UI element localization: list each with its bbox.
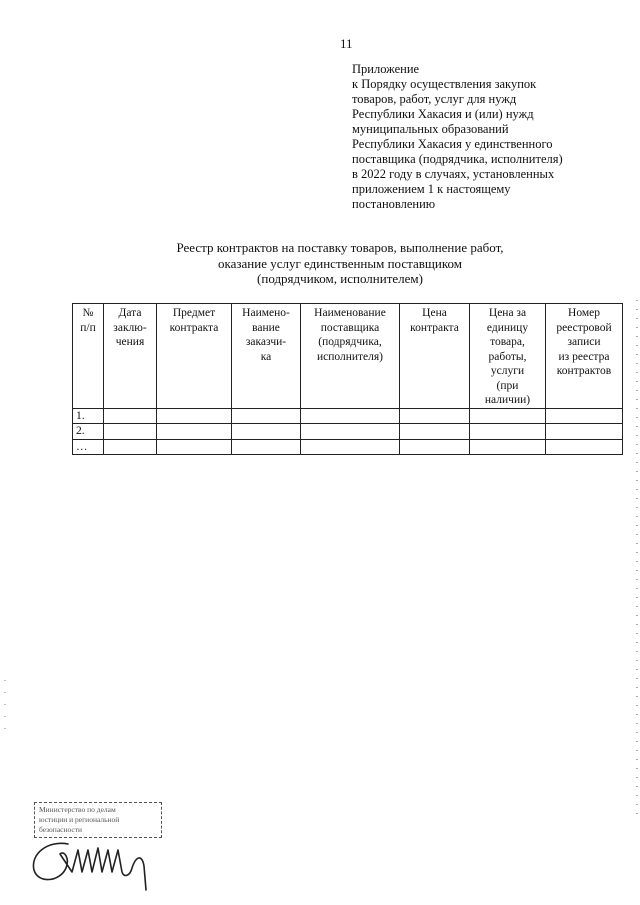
table-cell <box>400 408 470 424</box>
handwritten-signature <box>20 832 170 892</box>
table-cell <box>546 439 623 455</box>
header-customer-name: Наимено- вание заказчи- ка <box>232 304 301 409</box>
table-row <box>73 408 623 424</box>
table-row <box>73 439 623 455</box>
table-cell <box>157 439 232 455</box>
contracts-registry-table <box>72 303 623 455</box>
stamp-line: юстиции и региональной <box>39 815 120 824</box>
table-cell <box>546 424 623 440</box>
registry-title <box>60 240 620 287</box>
table-cell <box>104 439 157 455</box>
annex-line: приложением 1 к настоящему <box>352 182 511 196</box>
header-supplier-name: Наименование поставщика (подрядчика, исполнителя) <box>301 304 400 409</box>
table-cell <box>157 424 232 440</box>
table-cell <box>232 408 301 424</box>
table-cell <box>157 408 232 424</box>
table-cell <box>301 408 400 424</box>
annex-line: товаров, работ, услуг для нужд <box>352 92 517 106</box>
table-cell <box>301 424 400 440</box>
table-header-row <box>73 304 623 409</box>
table-cell <box>232 424 301 440</box>
table-row <box>73 424 623 440</box>
table-cell <box>104 408 157 424</box>
annex-line: муниципальных образований <box>352 122 509 136</box>
header-unit-price: Цена за единицу товара, работы, услуги (при наличии) <box>470 304 546 409</box>
annex-line: поставщика (подрядчика, исполнителя) <box>352 152 563 166</box>
stamp-line: Министерство по делам <box>39 805 116 814</box>
annex-block <box>352 62 622 212</box>
table-cell <box>470 424 546 440</box>
header-number: № п/п <box>73 304 104 409</box>
table-cell <box>546 408 623 424</box>
table-cell: 2. <box>73 424 104 440</box>
stamp-line: безопасности <box>39 825 83 834</box>
table-cell <box>470 439 546 455</box>
title-line: (подрядчиком, исполнителем) <box>257 271 423 286</box>
header-conclusion-date: Дата заклю- чения <box>104 304 157 409</box>
table-cell <box>470 408 546 424</box>
annex-line: в 2022 году в случаях, установленных <box>352 167 555 181</box>
table-cell <box>400 424 470 440</box>
annex-line: Республики Хакасия и (или) нужд <box>352 107 534 121</box>
table-cell: … <box>73 439 104 455</box>
annex-line: постановлению <box>352 197 436 211</box>
table-cell: 1. <box>73 408 104 424</box>
annex-line: Приложение <box>352 62 420 76</box>
page-number: 11 <box>340 36 353 51</box>
annex-line: Республики Хакасия у единственного <box>352 137 553 151</box>
table-cell <box>301 439 400 455</box>
scan-edge-artifact <box>636 300 638 820</box>
header-contract-subject: Предмет контракта <box>157 304 232 409</box>
table-cell <box>232 439 301 455</box>
title-line: оказание услуг единственным поставщиком <box>217 255 462 271</box>
table-cell <box>104 424 157 440</box>
header-contract-price: Цена контракта <box>400 304 470 409</box>
annex-line: к Порядку осуществления закупок <box>352 77 537 91</box>
scan-edge-artifact <box>4 680 6 740</box>
header-registry-entry-number: Номер реестровой записи из реестра контрактов <box>546 304 623 409</box>
title-line: Реестр контрактов на поставку товаров, выполнение работ, <box>176 240 504 255</box>
table-cell <box>400 439 470 455</box>
